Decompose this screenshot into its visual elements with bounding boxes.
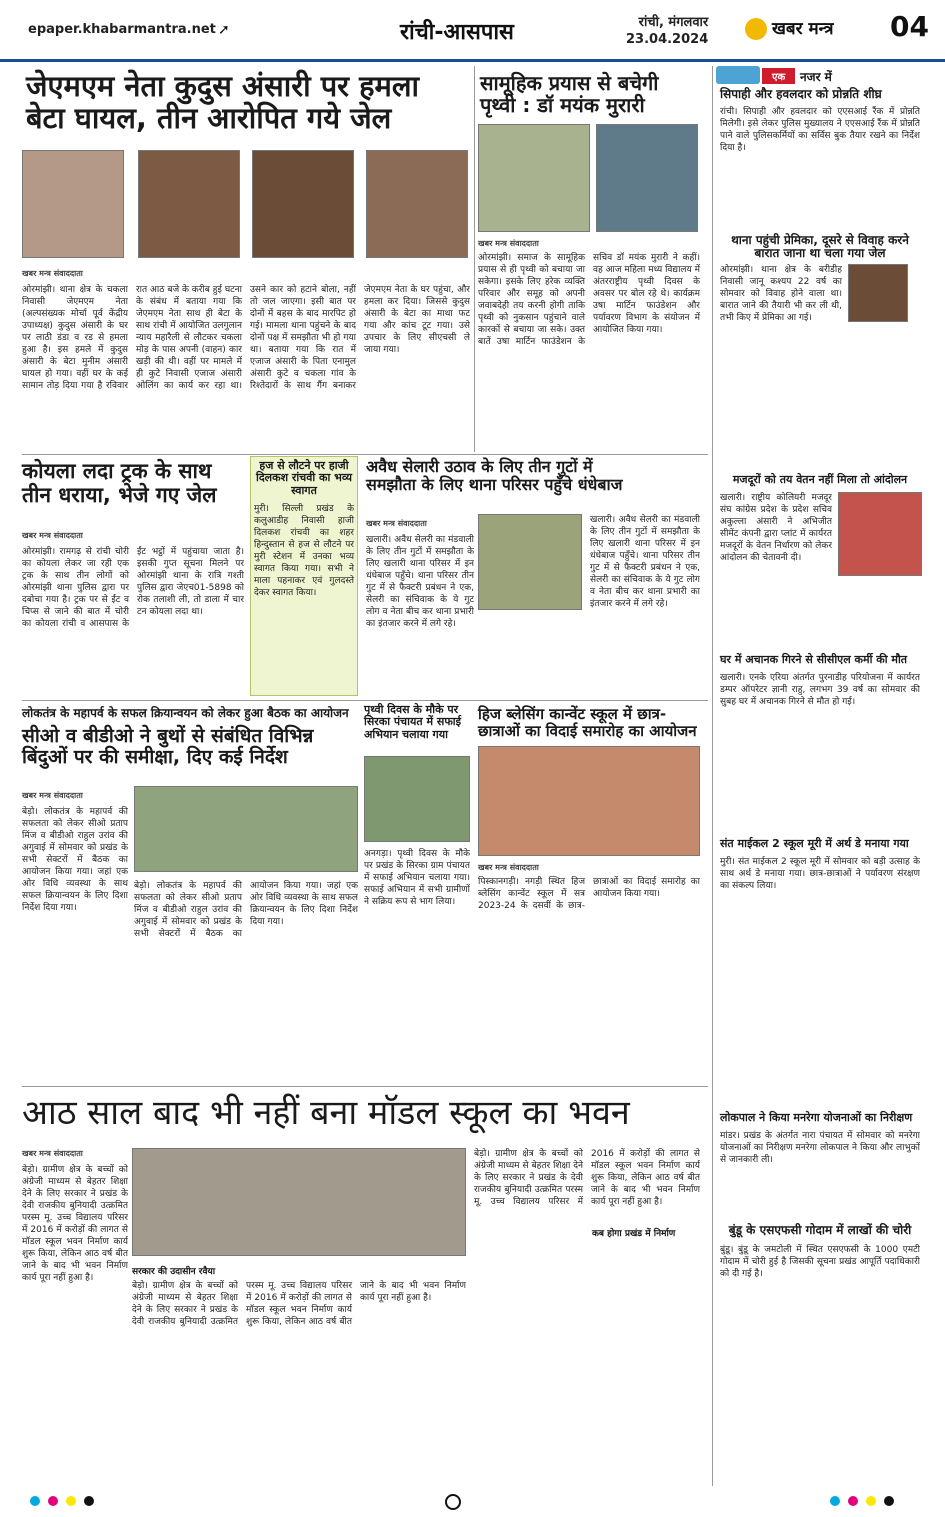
story8-headline-line1: हिज ब्लेसिंग कान्वेंट स्कूल में छात्र- xyxy=(478,705,667,723)
story5-headline-line1: अवैध सेलारी उठाव के लिए तीन गुटों में xyxy=(366,457,593,476)
rule-row1 xyxy=(22,454,708,455)
story7-body: अनगड़ा। पृथ्वी दिवस के मौके पर प्रखंड के सिरका ग्राम पंचायत में सफाई अभियान चलाया गया। सफाई अभियान में सभी ग्रामीणों ने सक्रिय रूप से भाग लिया। xyxy=(364,849,470,907)
story6-kicker: लोकतंत्र के महापर्व के सफल क्रियान्वयन को लेकर हुआ बैठक का आयोजन xyxy=(22,706,349,720)
sidebar-item4-headline[interactable]: घर में अचानक गिरने से सीसीएल कर्मी की मौत xyxy=(720,653,908,666)
story2-headline[interactable] xyxy=(480,72,700,117)
sidebar-divider xyxy=(712,66,713,1486)
story2-photo-students xyxy=(596,124,698,232)
story9-byline: खबर मन्त्र संवाददाता xyxy=(22,1149,83,1158)
sidebar-item4-body: खलारी। एनके एरिया अंतर्गत पुरनाडीह परियोजना में कार्यरत डम्पर ऑपरेटर ज्ञानी राहु, लगभग 39 वर्ष का सोमवार की सुबह घर में अचानक गिरने से मौत हो गई। xyxy=(720,673,920,707)
sidebar-item3-headline[interactable]: मजदूरों को तय वेतन नहीं मिला तो आंदोलन xyxy=(732,473,908,486)
story1-photo-accused2 xyxy=(252,150,354,258)
story3-headline[interactable] xyxy=(22,460,252,507)
story3-byline: खबर मन्त्र संवाददाता xyxy=(22,531,83,540)
story4-body: मुरी। सिल्ली प्रखंड के कलुआडीह निवासी हाजी दिलकश रांचवी का शहर हिन्दुस्तान से हज से लौटने पर मुरी स्टेशन में उनका भव्य स्वागत किया गया। सभी ने माला पहनाकर एवं गुलदस्ते देकर स्वागत किया। xyxy=(254,503,354,598)
sidebar-item7-headline[interactable]: बुंडू के एसएफसी गोदाम में लाखों की चोरी xyxy=(728,1223,912,1237)
story9-subhead2: कब होगा प्रखंड में निर्माण xyxy=(592,1229,676,1239)
story3-body: ओरमांझी। रामगढ़ से रांची चोरी का कोयला लेकर जा रही एक ट्रक के साथ तीन लोगों को ओरमांझी थाना पुलिस द्वारा पर दबोचा गया है। ट्रक पर से ईंट व चिप्स से जाने की बात में चोरी का कोयला रांची व आसपास के ईंट भट्ठों में पहुंचाया जाता है। इसकी गुप्त सूचना मिलने पर ओरमांझी थाना के रात्रि गश्ती पुलिस द्वारा जेएच01-5898 को रोक तलाशी ली, तो डाला में चार टन कोयला लदा था। xyxy=(22,547,244,629)
sidebar-item3-photo xyxy=(838,492,922,576)
story7-headline[interactable]: पृथ्वी दिवस के मौके पर सिरका पंचायत में सफाई अभियान चलाया गया xyxy=(364,703,462,741)
page-number: 04 xyxy=(890,10,929,43)
story1-headline[interactable] xyxy=(26,70,466,135)
story9-subhead1: सरकार की उदासीन रवैया xyxy=(132,1267,216,1277)
story2-headline-line2: पृथ्वी : डॉ मयंक मुरारी xyxy=(480,93,645,118)
story2-byline: खबर मन्त्र संवाददाता xyxy=(478,239,539,248)
sidebar-item6-headline[interactable]: लोकपाल ने किया मनरेगा योजनाओं का निरीक्षण xyxy=(720,1111,913,1124)
sidebar-item1-body: रांची। सिपाही और हवलदार को एएसआई रैंक में प्रोन्नति मिलेगी। इसे लेकर पुलिस मुख्यालय ने एएसआई रैंक में प्रोन्नति पाने वाले पुलिसकर्मियों का सर्विस बुक तैयार रखने का निर्देश दिया है। xyxy=(720,107,920,153)
story5-headline[interactable] xyxy=(366,458,706,494)
sidebar-item2-photo xyxy=(848,264,908,322)
story7-photo xyxy=(364,756,470,842)
story3-headline-line2: तीन धराया, भेजे गए जेल xyxy=(22,482,217,507)
masthead xyxy=(0,0,945,62)
story4-box xyxy=(250,456,358,696)
date-value: 23.04.2024 xyxy=(626,32,709,47)
sidebar-item6-body: मांडर। प्रखंड के अंतर्गत नारा पंचायत में सोमवार को मनरेगा योजनाओं का निरीक्षण मनरेगा लोकपाल ने किया और लाभुकों से जानकारी ली। xyxy=(720,1131,920,1165)
story8-body: पिस्कानगड़ी। नगड़ी स्थित हिज ब्लेसिंग कान्वेंट स्कूल में सत्र 2023-24 के दसवीं के छात्र-छात्राओं का विदाई समारोह का आयोजन किया गया। xyxy=(478,877,700,911)
sidebar-item1-headline[interactable]: सिपाही और हवलदार को प्रोन्नति शीघ्र xyxy=(720,87,882,101)
story1-photo-accused1 xyxy=(138,150,240,258)
story1-headline-line1: जेएमएम नेता कुदुस अंसारी पर हमला xyxy=(26,69,420,103)
sidebar-nazar-label: नजर में xyxy=(800,70,832,84)
story1-photo-victim xyxy=(22,150,124,258)
rule-col-top xyxy=(474,66,475,452)
story8-headline[interactable] xyxy=(478,706,718,740)
story5-byline: खबर मन्त्र संवाददाता xyxy=(366,519,427,528)
sidebar-item5-body: मुरी। संत माईकल 2 स्कूल मूरी में सोमवार को बड़ी उत्साह के साथ अर्थ डे मनाया गया। छात्र-छात्राओं ने पर्यावरण संरक्षण का संकल्प लिया। xyxy=(720,857,920,891)
rule-row2 xyxy=(22,700,708,701)
rule-row3 xyxy=(22,1086,708,1087)
story6-body-col2: बेड़ो। लोकतंत्र के महापर्व की सफलता को लेकर सीओ प्रताप मिंज व बीडीओ राहुल उरांव की अगुवाई में सोमवार को प्रखंड के सभी सेक्टरों में बैठक का आयोजन किया गया। जहां एक ओर विधि व्यवस्था के साथ सफल क्रियान्वयन के लिए दिशा निर्देश दिया गया। xyxy=(134,881,358,939)
story1-byline: खबर मन्त्र संवाददाता xyxy=(22,269,83,278)
brand-name: खबर मन्त्र xyxy=(772,19,834,39)
sidebar-ek-label: एक xyxy=(762,68,795,84)
story6-photo xyxy=(134,786,358,872)
section-title: रांची-आसपास xyxy=(400,20,514,45)
story6-headline-line2: बिंदुओं पर की समीक्षा, दिए कई निर्देश xyxy=(22,746,288,769)
sidebar-item3-body: खलारी। राष्ट्रीय कोलियरी मजदूर संघ कांग्रेस प्रदेश के प्रदेश सचिव अकुल्ला अंसारी ने अभिजीत सीमेंट कंपनी द्वारा प्लांट में कार्यरत मजदूरों के वेतन निर्धारण को लेकर आंदोलन की चेतावनी दी। xyxy=(720,493,832,563)
story6-byline: खबर मन्त्र संवाददाता xyxy=(22,791,83,800)
story3-headline-line1: कोयला लदा ट्रक के साथ xyxy=(22,459,212,483)
story9-body-col1: बेड़ो। ग्रामीण क्षेत्र के बच्चों को अंग्रेजी माध्यम से बेहतर शिक्षा देने के लिए सरकार ने प्रखंड के देवी राजकीय बुनियादी उत्क्रमित परस्म मू. उच्च विद्यालय परिसर में 2016 में करोड़ों की लागत से मॉडल स्कूल भवन निर्माण कार्य शुरू किया, लेकिन आठ वर्ष बीत जाने के बाद भी भवन निर्माण कार्य पूरा नहीं हुआ है। xyxy=(22,1165,128,1283)
sidebar-badge-icon xyxy=(716,66,760,84)
story5-body-col1: खलारी। अवैध सेलरी का मंडवाली के लिए तीन गुटों में समझौता के लिए खलारी थाना परिसर में इन धंधेबाज पहुँचे। थाना परिसर तीन गुट में से फैक्टरी प्रबंधन ने एक, सेलरी का संचिवाक के ये गुट लोग व नेता बीच कर थाना प्रभारी का इंतजार करने में लगे रहे। xyxy=(366,535,474,629)
story6-body-col1: बेड़ो। लोकतंत्र के महापर्व की सफलता को लेकर सीओ प्रताप मिंज व बीडीओ राहुल उरांव की अगुवाई में सोमवार को प्रखंड के सभी सेक्टरों में बैठक का आयोजन किया गया। जहां एक ओर विधि व्यवस्था के साथ सफल क्रियान्वयन के लिए दिशा निर्देश दिया गया। xyxy=(22,807,128,913)
epaper-url[interactable]: epaper.khabarmantra.net xyxy=(28,22,216,37)
brand-logo-icon xyxy=(745,18,767,40)
story1-body: ओरमांझी। थाना क्षेत्र के चकला निवासी जेएमएम नेता (अल्पसंख्यक मोर्चा पूर्व केंद्रीय उपाध्यक्ष) कुदुस अंसारी के घर पर लाठी डंडा व रड से हमला हुआ है। इस हमले में कुदुस अंसारी के बेटा मुनीम अंसारी घायल हो गया। वहीं घर के कई सामान तोड़ दिया गया है रविवार रात आठ बजे के करीब हुई घटना के संबंध में बताया गया कि जेएमएम नेता साथ ही बेटा के साथ रांची में आयोजित उलगुलान न्याय महारैली से लौटकर चकला मोड़ के पास अपनी (वाहन) कार खड़ी की थी। वहीं पर मामले में ही कुटे निवासी एजाज अंसारी ओलिंग का कार्य कर रहा था। उसने कार को हटाने बोला, नहीं तो जल जाएगा। इसी बात पर दोनों में बहस के बाद मारपिट हो गई। मामला थाना पहुंचने के बाद दोनों पक्ष में समझौता भी हो गया था। बताया गया कि रात में एजाज अंसारी के पिता एनामुल अंसारी कुटे व चकला गांव के रिश्तेदारों के साथ गैंग बनाकर जेएमएम नेता के घर पहुंचा, और हमला कर दिया। जिससे कुदुस अंसारी के बेटा का माथा फट गया और कांच टूट गया। उसे उपचार के लिए सीएचसी ले जाया गया। xyxy=(22,285,470,391)
story5-headline-line2: समझौता के लिए थाना परिसर पहुँचे धंधेबाज xyxy=(366,474,623,494)
sidebar-item5-headline[interactable]: संत माईकल 2 स्कूल मूरी में अर्थ डे मनाया गया xyxy=(720,837,909,850)
story1-headline-line2: बेटा घायल, तीन आरोपित गये जेल xyxy=(26,101,392,136)
sidebar-item2-headline[interactable]: थाना पहुंची प्रेमिका, दूसरे से विवाह करने बारात जाना था चला गया जेल xyxy=(731,233,909,261)
story9-body-col2: बेड़ो। ग्रामीण क्षेत्र के बच्चों को अंग्रेजी माध्यम से बेहतर शिक्षा देने के लिए सरकार ने प्रखंड के देवी राजकीय बुनियादी उत्क्रमित परस्म मू. उच्च विद्यालय परिसर में 2016 में करोड़ों की लागत से मॉडल स्कूल भवन निर्माण कार्य शुरू किया, लेकिन आठ वर्ष बीत जाने के बाद भी भवन निर्माण कार्य पूरा नहीं हुआ है। xyxy=(132,1281,466,1327)
story5-photo xyxy=(478,514,582,610)
story6-headline-line1: सीओ व बीडीओ ने बुथों से संबंधित विभिन्न xyxy=(22,725,314,747)
story8-photo xyxy=(478,746,700,856)
story9-headline[interactable]: आठ साल बाद भी नहीं बना मॉडल स्कूल का भवन xyxy=(22,1093,630,1133)
cursor-icon: ➚ xyxy=(218,22,230,38)
story8-byline: खबर मन्त्र संवाददाता xyxy=(478,863,539,872)
story8-headline-line2: छात्राओं का विदाई समारोह का आयोजन xyxy=(478,721,697,740)
date-city-day: रांची, मंगलवार xyxy=(638,15,709,30)
story2-headline-line1: सामूहिक प्रयास से बचेगी xyxy=(480,71,659,95)
story2-body: ओरमांझी। समाज के सामूहिक प्रयास से ही पृथ्वी को बचाया जा सकेगा। इसके लिए हरेक व्यक्ति परिवार और समूह को अपनी जवाबदेही तय करनी होगी ताकि पृथ्वी को नुकसान पहुंचाने वाले कारकों से बचाया जा सके। उक्त बातें उषा मार्टिन फाउंडेशन के सचिव डॉ मयंक मुरारी ने कहीं। वह आज महिला मध्य विद्यालय में अंतरराष्ट्रीय पृथ्वी दिवस के अवसर पर बोल रहे थे। कार्यक्रम उषा मार्टिन फाउंडेशन और पर्यावरण विभाग के संयोजन में आयोजित किया गया। xyxy=(478,253,700,347)
sidebar-item7-body: बुंडू। बुंडू के जमटोली में स्थित एसएफसी के 1000 एमटी गोदाम में चोरी हुई है जिसकी सूचना प्रखंड आपूर्ति पदाधिकारी को दी गई है। xyxy=(720,1245,920,1279)
story1-photo-accused3 xyxy=(366,150,468,258)
registration-marks xyxy=(0,1488,945,1517)
story9-photo-building xyxy=(132,1148,466,1256)
story6-headline[interactable] xyxy=(22,726,362,769)
date-block xyxy=(626,14,708,48)
sidebar-item2-body: ओरमांझी। थाना क्षेत्र के बरीडीह निवासी जानू कश्यप 22 वर्ष का सोमवार को विवाह होने वाला था। बारात जाने की तैयारी भी कर ली थी, तभी किए में प्रेमिका आ गई। xyxy=(720,265,842,323)
story4-headline[interactable]: हज से लौटने पर हाजी दिलकश रांचवी का भव्य स्वागत xyxy=(255,459,353,497)
story5-body-col2: खलारी। अवैध सेलरी का मंडवाली के लिए तीन गुटों में समझौता के लिए खलारी थाना परिसर में इन धंधेबाज पहुँचे। थाना परिसर तीन गुट में से फैक्टरी प्रबंधन ने एक, सेलरी का संचिवाक के ये गुट लोग व नेता बीच कर थाना प्रभारी का इंतजार करने में लगे रहे। xyxy=(590,515,700,609)
story2-photo-group xyxy=(478,124,590,232)
story9-body-col3: बेड़ो। ग्रामीण क्षेत्र के बच्चों को अंग्रेजी माध्यम से बेहतर शिक्षा देने के लिए सरकार ने प्रखंड के देवी राजकीय बुनियादी उत्क्रमित परस्म मू. उच्च विद्यालय परिसर में 2016 में करोड़ों की लागत से मॉडल स्कूल भवन निर्माण कार्य शुरू किया, लेकिन आठ वर्ष बीत जाने के बाद भी भवन निर्माण कार्य पूरा नहीं हुआ है। xyxy=(474,1149,700,1207)
